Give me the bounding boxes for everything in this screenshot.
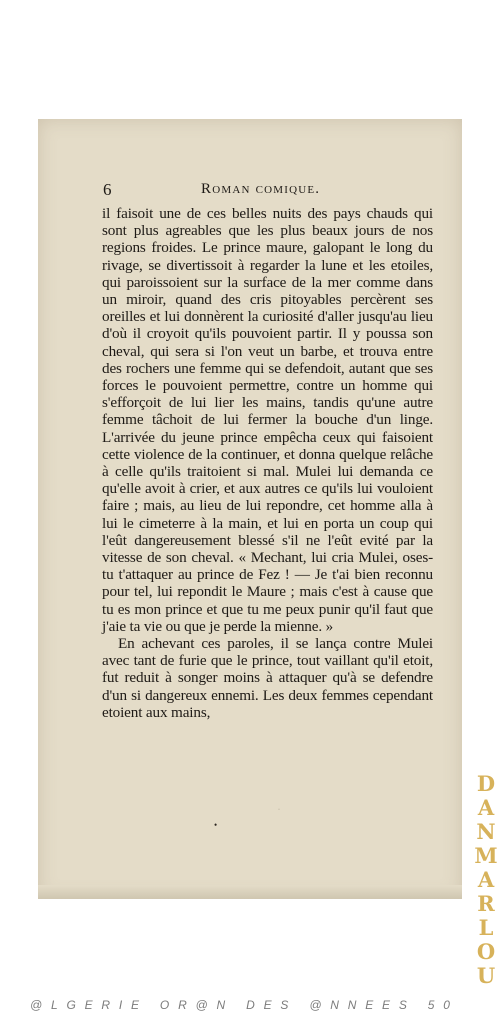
page-bottom-mark: • [214,820,218,830]
watermark-letter: D [476,771,496,796]
paragraph-1: il faisoit une de ces belles nuits des pays chauds qui sont plus agreables que les plus beaux jours de nos regions froides. Le prince maure, galopant le long du rivage, se divertissoit à regarder la lune et les etoiles, qui paroissoient sur la surface de la mer comme dans un miroir, quand des cris pitoyables percèrent ses oreilles et lui donnèrent la curiosité d'aller jusqu'au lieu d'où il croyoit qu'ils pouvoient partir. Il y poussa son cheval, qui sera si l'on veut un barbe, et trouva entre des rochers une femme qui se defendoit, autant que ses forces le pouvoient permettre, contre un homme qui s'efforçoit de lui lier les mains, tandis qu'une autre femme tâchoit de lui fermer la bouche d'un linge. L'arrivée du jeune prince empêcha ceux qui faisoient cette violence de la continuer, et donna quelque relâche à celle qu'ils traitoient si mal. Mulei lui demanda ce qu'elle avoit à crier, et aux autres ce qu'ils lui vouloient faire ; mais, au lieu de lui repondre, cet homme alla à lui le cimeterre à la main, et lui en porta un coup qui l'eût dangereusement blessé s'il ne l'eût evité par la vitesse de son cheval. « Mechant, lui cria Mulei, oses-tu t'attaquer au prince de Fez ! — Je t'ai bien reconnu pour tel, lui repondit le Maure ; mais c'est à cause que tu es mon prince et que tu me peux punir qu'il faut que j'aie ta vie ou que je perde la mienne. » [102,205,433,635]
watermark-letter: A [477,795,495,820]
watermark-letter: R [477,891,495,916]
watermark-letter: M [474,843,498,868]
watermark-letter: A [477,867,495,892]
watermark-bottom: @LGERIE OR@N DES @NNEES 50 [30,998,459,1012]
watermark-letter: N [476,819,496,844]
page-number: 6 [103,180,112,199]
body-text [102,205,433,721]
watermark-letter: O [476,939,496,964]
book-title: Roman comique. [201,181,321,197]
paragraph-2: En achevant ces paroles, il se lança contre Mulei avec tant de furie que le prince, tout vaillant qu'il etoit, fut reduit à songer moins à attaquer qu'à se defendre d'un si dangereux ennemi. Les deux femmes cependant etoient aux mains, [102,635,433,721]
watermark-vertical [474,772,498,988]
watermark-letter: U [476,963,496,988]
page-bottom-mark-small: · [278,807,280,813]
running-head [103,180,433,202]
watermark-letter: L [478,915,494,940]
